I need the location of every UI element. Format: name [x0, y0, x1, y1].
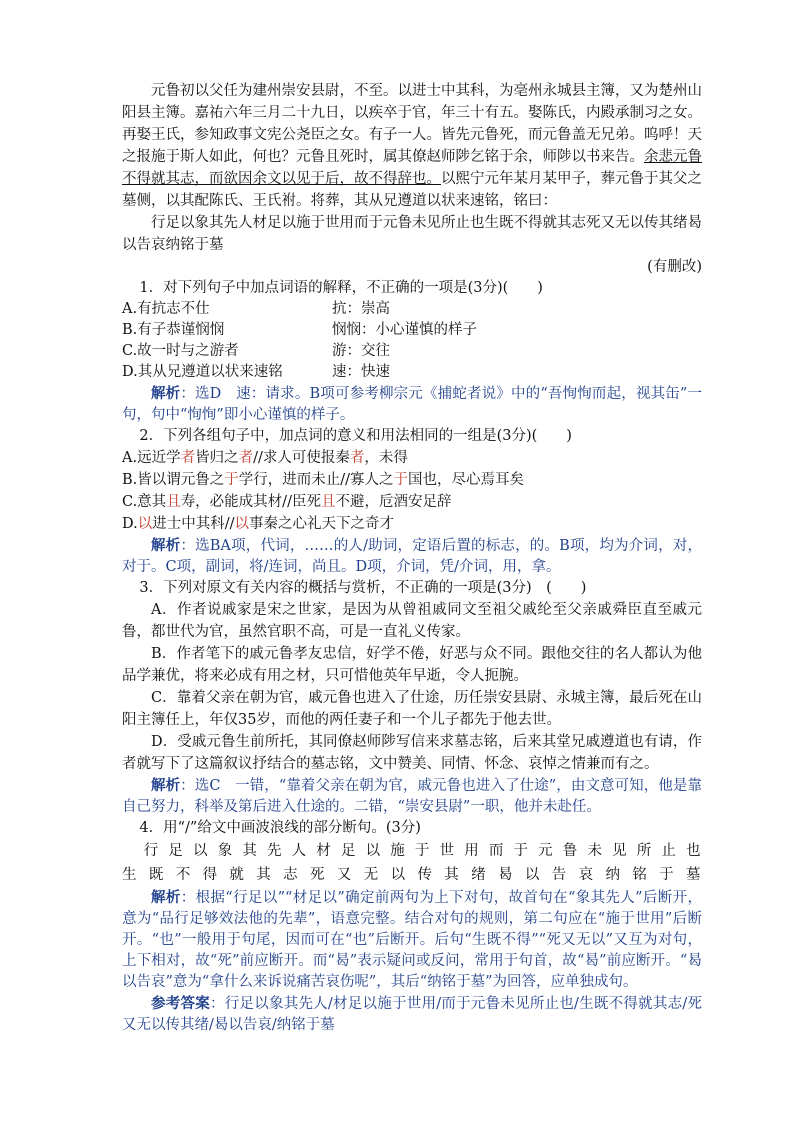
q1-option-a	[122, 299, 702, 320]
q4-line-2: 生既不得就其志死又无以传其绪曷以告哀纳铭于墓	[122, 867, 702, 883]
analysis-text: ：选C 一错，“靠着父亲在朝为官，戚元鲁也进入了仕途”，由文意可知，他是靠自己努力，科举及第后进入仕途的。二错，“崇安县尉”一职，他并未赴任。	[122, 778, 703, 815]
analysis-label: 解析	[151, 537, 181, 554]
analysis-label: 解析	[151, 889, 181, 906]
q3-option-d: D．受戚元鲁生前所托，其同僚赵师陟写信来求墓志铭，后来其堂兄戚遵道也有请，作者就写下了这篇叙议抒结合的墓志铭，文中赞美、同情、怀念、哀悼之情兼而有之。	[122, 734, 702, 772]
option-sentence: D.其从兄遵道以状来速铭	[122, 364, 283, 380]
q3-analysis	[122, 775, 702, 818]
question-2-stem: 2．下列各组句子中，加点词的意义和用法相同的一组是(3分)( )	[139, 428, 572, 444]
option-sentence: B.有子恭谨悯悯	[122, 322, 225, 338]
q1-option-d	[122, 362, 702, 383]
option-sentence: A.有抗志不仕	[122, 301, 210, 317]
q1-analysis	[122, 383, 702, 426]
q1-option-c	[122, 341, 702, 362]
analysis-label: 解析	[151, 777, 181, 794]
passage-paragraph-1	[122, 80, 702, 212]
source-note: (有删改)	[647, 259, 702, 275]
q2-analysis	[122, 535, 702, 578]
analysis-text: ：选BA项，代词，……的人/助词，定语后置的标志，的。B项，均为介词，对，对于。C项，副词，将/连词，尚且。D项，介词，凭/介词，用，拿。	[122, 538, 703, 575]
analysis-text: ：根据“行足以”“材足以”确定前两句为上下对句，故首句在“象其先人”后断开，意为“品行足够效法他的先辈”，语意完整。结合对句的规则，第二句应在“施于世用”后断开。“也”一般用于句尾，因而可在“也”后断开。后句“生既不得”“死又无以”又互为对句，上下相对，故“死”前应断开。而“曷”表示疑问或反问，常用于句首，故“曷”前应断开。“曷以告哀”意为“拿什么来诉说痛苦哀伤呢”，其后“纳铭于墓”为回答，应单独成句。	[122, 890, 702, 990]
document-page	[122, 80, 702, 1036]
answer-text: ：行足以象其先人/材足以施于世用/而于元鲁未见所止也/生既不得就其志/死又无以传其绪/曷以告哀/纳铭于墓	[122, 996, 703, 1033]
underlined-sentence: 余悲元鲁不得就其志，而欲因余文以见于后，故不得辞也。	[122, 149, 702, 187]
q2-option-d: D.以进士中其科//以事秦之心礼天下之奇才	[122, 516, 394, 532]
analysis-text: ：选D 速：请求。B项可参考柳宗元《捕蛇者说》中的“吾恂恂而起，视其缶”一句，句中“恂恂”即小心谨慎的样子。	[122, 386, 703, 423]
question-3-stem: 3．下列对原文有关内容的概括与赏析，不正确的一项是(3分) ( )	[139, 580, 587, 596]
option-explanation: 抗：崇高	[332, 301, 390, 317]
q3-option-a: A．作者说戚家是宋之世家，是因为从曾祖戚同文至祖父戚纶至父亲戚舜臣直至戚元鲁，都世代为官，虽然官职不高，可是一直礼义传家。	[122, 602, 702, 640]
q3-option-b: B．作者笔下的戚元鲁孝友忠信，好学不倦，好恶与众不同。跟他交往的名人都认为他品学兼优，将来必成有用之材，只可惜他英年早逝，令人扼腕。	[122, 646, 702, 684]
option-explanation: 悯悯：小心谨慎的样子	[332, 322, 477, 338]
passage-text-cont: 以熙宁元年某月某甲子，葬元鲁于其父之墓侧，以其配陈氏、王氏祔。将葬，其从兄遵道以状来速铭，铭曰：	[122, 171, 702, 209]
q4-line-1: 行足以象其先人材足以施于世用而于元鲁未见所止也	[143, 843, 702, 859]
option-explanation: 速：快速	[332, 364, 390, 380]
analysis-label: 解析	[151, 385, 181, 402]
question-1-stem: 1．对下列句子中加点词语的解释，不正确的一项是(3分)( )	[139, 280, 543, 296]
q4-analysis	[122, 887, 702, 993]
q2-option-b: B.皆以谓元鲁之于学行，进而未止//寡人之于国也，尽心焉耳矣	[122, 472, 525, 488]
question-4-stem: 4．用“/”给文中画波浪线的部分断句。(3分)	[139, 820, 421, 836]
q4-answer	[122, 993, 702, 1036]
option-explanation: 游：交往	[332, 343, 390, 359]
answer-label: 参考答案	[151, 995, 210, 1012]
passage-text: 元鲁初以父任为建州崇安县尉，不至。以进士中其科，为亳州永城县主簿，又为楚州山阳县主簿。嘉祐六年三月二十九日，以疾卒于官，年三十有五。娶陈氏，内殿承制习之女。再娶王氏，参知政事文宪公尧臣之女。有子一人。皆先元鲁死，而元鲁盖无兄弟。呜呼！天之报施于斯人如此，何也？元鲁且死时，属其僚赵师陟乞铭于余，师陟以书来告。	[122, 83, 702, 165]
q3-option-c: C．靠着父亲在朝为官，戚元鲁也进入了仕途，历任崇安县尉、永城主簿，最后死在山阳主簿任上，年仅35岁，而他的两任妻子和一个儿子都先于他去世。	[122, 690, 702, 728]
passage-paragraph-2: 行足以象其先人材足以施于世用而于元鲁未见所止也生既不得就其志死又无以传其绪曷以告哀纳铭于墓	[122, 215, 702, 253]
q2-option-c: C.意其且寿，必能成其材//臣死且不避，卮酒安足辞	[122, 494, 452, 510]
q1-option-b	[122, 320, 702, 341]
q2-option-a: A.远近学者皆归之者//求人可使报秦者，未得	[122, 450, 408, 466]
option-sentence: C.故一时与之游者	[122, 343, 239, 359]
